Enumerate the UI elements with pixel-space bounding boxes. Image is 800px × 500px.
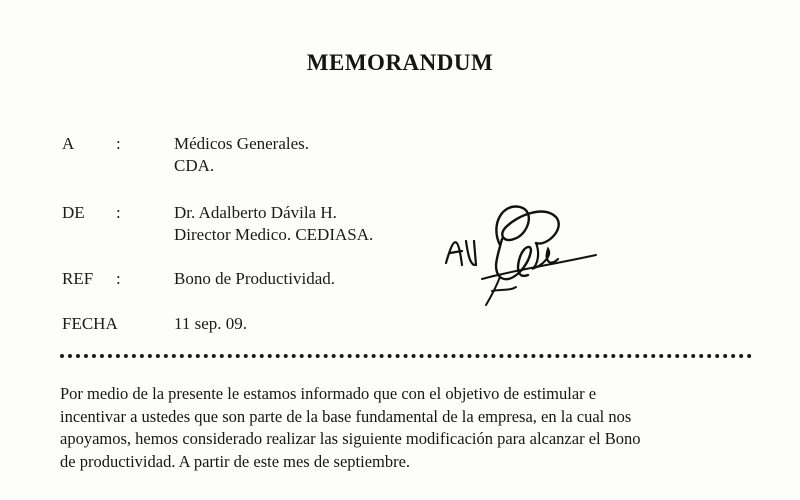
ref-label: REF <box>62 269 94 288</box>
from-line-2: Director Medico. CEDIASA. <box>174 225 374 244</box>
to-line-2: CDA. <box>174 156 215 175</box>
ref-colon: : <box>116 269 121 288</box>
to-line-1: Médicos Generales. <box>174 134 310 153</box>
from-colon: : <box>116 203 121 222</box>
signature-icon <box>440 195 600 315</box>
from-label: DE <box>62 203 85 222</box>
dotted-divider <box>60 354 752 358</box>
memo-title: MEMORANDUM <box>306 50 494 75</box>
ref-value: Bono de Productividad. <box>174 269 336 288</box>
memo-body <box>60 383 760 473</box>
body-line-1: Por medio de la presente le estamos informado que con el objetivo de estimular e <box>60 384 597 403</box>
date-value: 11 sep. 09. <box>174 314 248 333</box>
to-label: A <box>62 134 75 153</box>
body-line-4: de productividad. A partir de este mes de septiembre. <box>60 451 411 471</box>
to-value <box>174 133 309 177</box>
from-value <box>174 202 373 246</box>
from-line-1: Dr. Adalberto Dávila H. <box>174 203 337 222</box>
date-label: FECHA <box>62 314 118 333</box>
to-colon: : <box>116 134 121 153</box>
body-line-2: incentivar a ustedes que son parte de la base fundamental de la empresa, en la cual nos <box>60 406 632 426</box>
body-line-3: apoyamos, hemos considerado realizar las siguiente modificación para alcanzar el Bono <box>60 429 641 448</box>
signature-text <box>446 266 447 267</box>
